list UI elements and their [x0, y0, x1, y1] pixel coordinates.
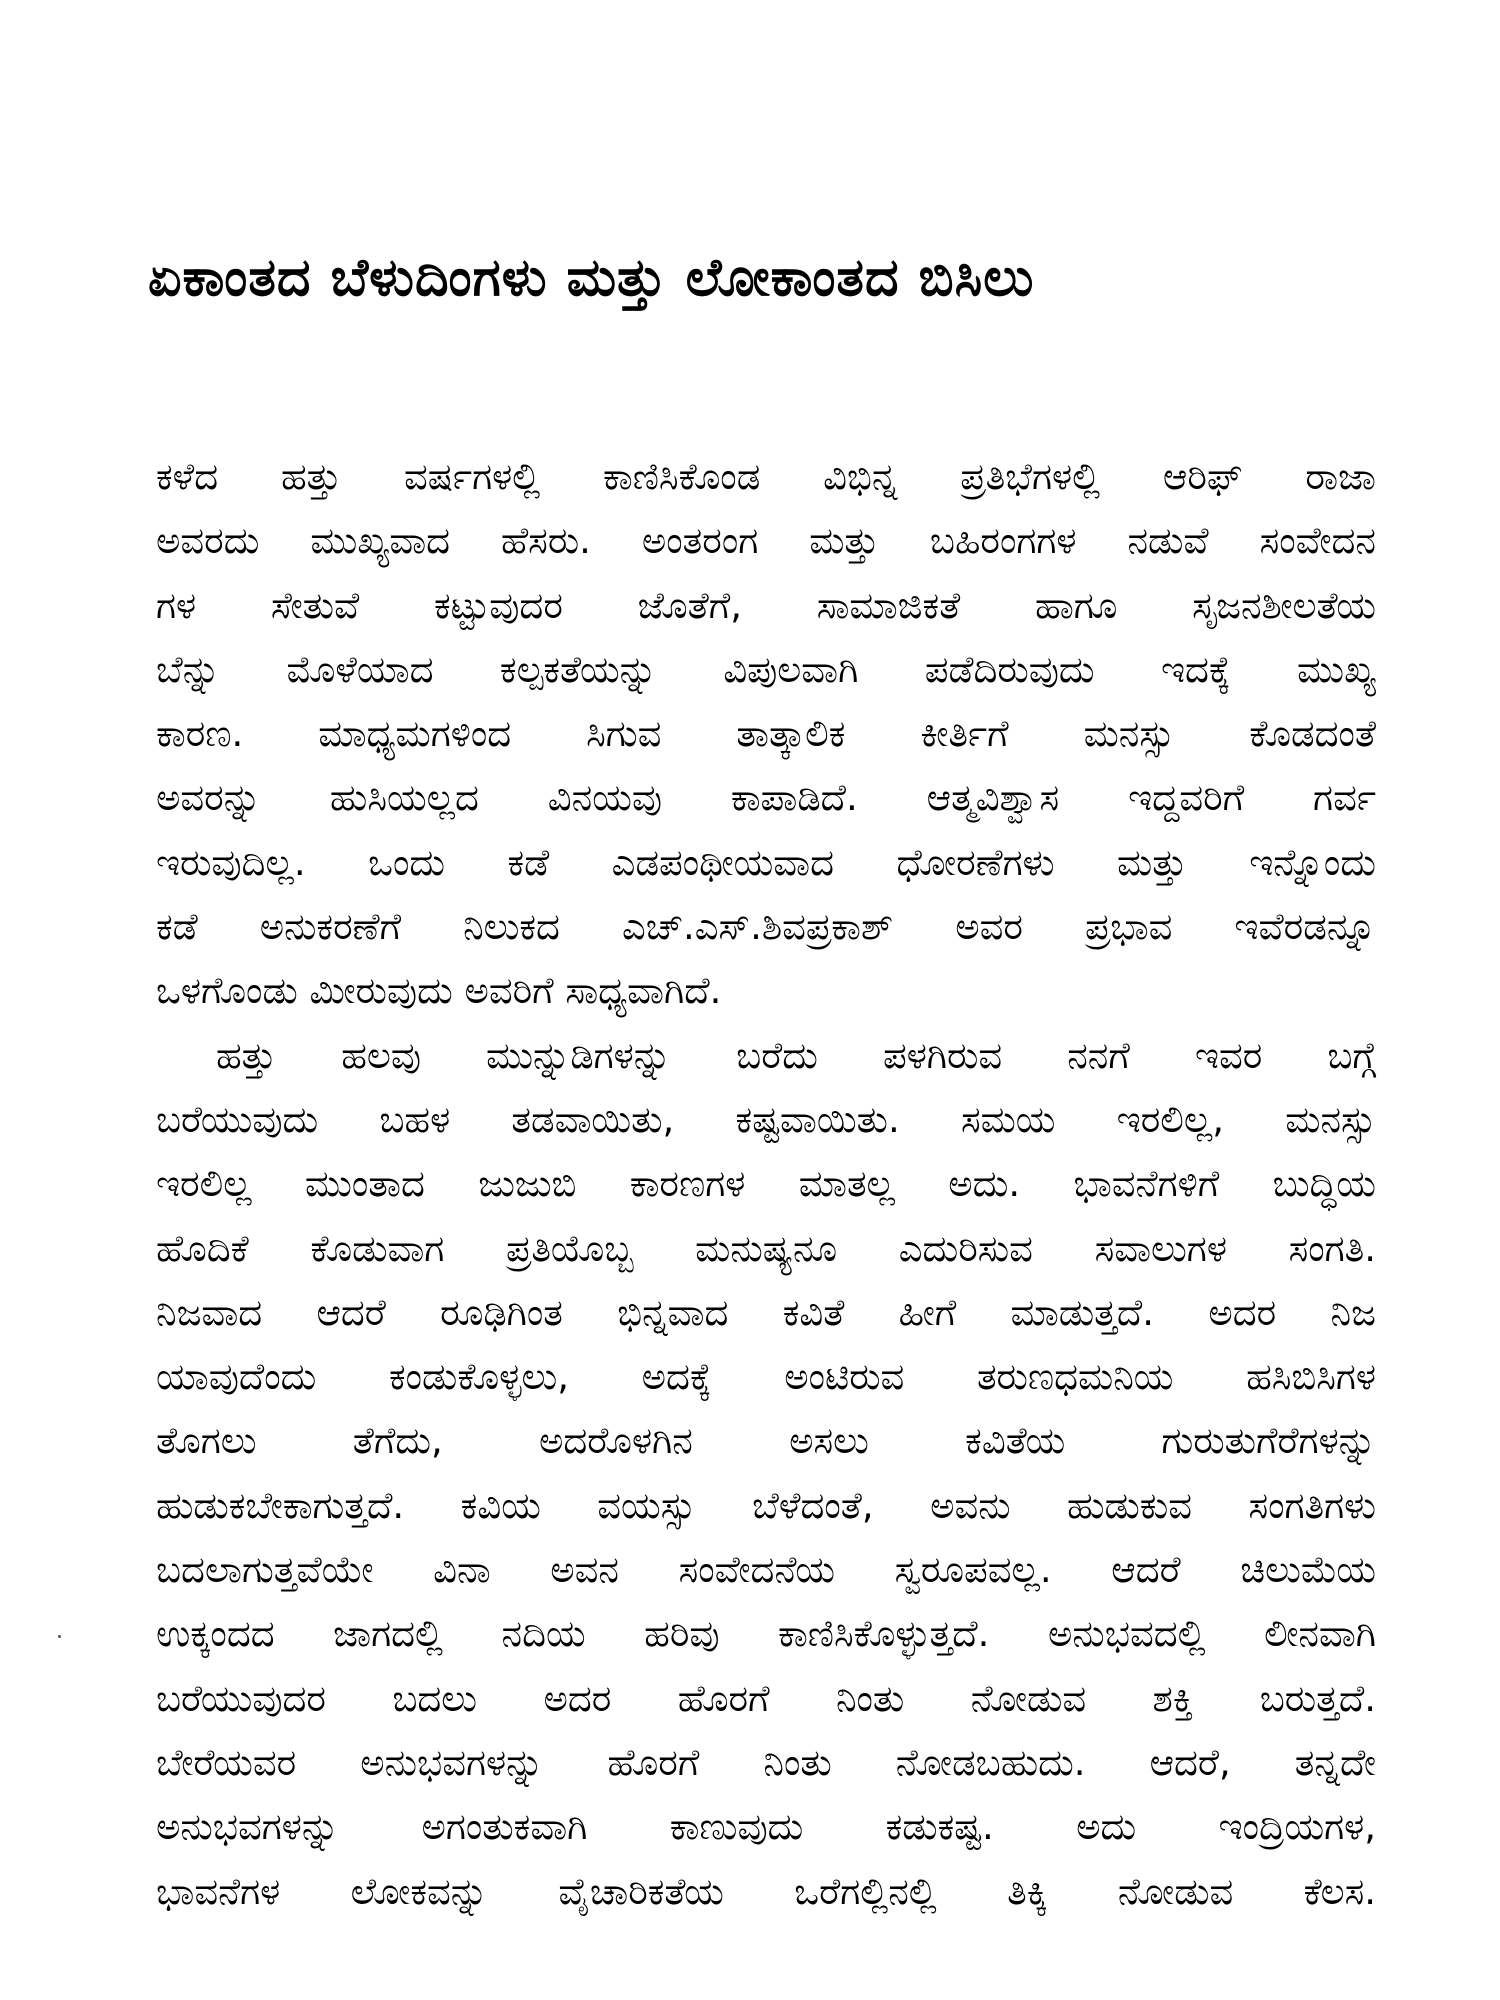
text-line: ಬರೆಯುವುದರ ಬದಲು ಅದರ ಹೊರಗೆ ನಿಂತು ನೋಡುವ ಶಕ್ತಿ ಬರುತ್ತದೆ. — [156, 1676, 1376, 1720]
text-line: ಅನುಭವಗಳನ್ನು ಅಗಂತುಕವಾಗಿ ಕಾಣುವುದು ಕಡುಕಷ್ಟ. ಅದು ಇಂದ್ರಿಯಗಳ, — [156, 1805, 1376, 1849]
text-line: ಹತ್ತು ಹಲವು ಮುನ್ನುಡಿಗಳನ್ನು ಬರೆದು ಪಳಗಿರುವ ನನಗೆ ಇವರ ಬಗ್ಗೆ — [216, 1033, 1376, 1077]
text-line: ತೊಗಲು ತೆಗೆದು, ಅದರೊಳಗಿನ ಅಸಲು ಕವಿತೆಯ ಗುರುತುಗೆರೆಗಳನ್ನು — [156, 1419, 1376, 1463]
text-line: ಯಾವುದೆಂದು ಕಂಡುಕೊಳ್ಳಲು, ಅದಕ್ಕೆ ಅಂಟಿರುವ ತರುಣಧಮನಿಯ ಹಸಿಬಿಸಿಗಳ — [156, 1355, 1376, 1399]
text-line: ಕಳೆದ ಹತ್ತು ವರ್ಷಗಳಲ್ಲಿ ಕಾಣಿಸಿಕೊಂಡ ವಿಭಿನ್ನ ಪ್ರತಿಭೆಗಳಲ್ಲಿ ಆರಿಫ್ ರಾಜಾ — [156, 455, 1376, 498]
paragraph — [156, 445, 1376, 1024]
text-line: ಅವರನ್ನು ಹುಸಿಯಲ್ಲದ ವಿನಯವು ಕಾಪಾಡಿದೆ. ಆತ್ಮವಿಶ್ವಾಸ ಇದ್ದವರಿಗೆ ಗರ್ವ — [156, 776, 1376, 820]
text-line: ಒಳಗೊಂಡು ಮೀರುವುದು ಅವರಿಗೆ ಸಾಧ್ಯವಾಗಿದೆ. — [156, 969, 722, 1013]
scan-speck — [58, 1635, 61, 1638]
text-line: ಗಳ ಸೇತುವೆ ಕಟ್ಟುವುದರ ಜೊತೆಗೆ, ಸಾಮಾಜಿಕತೆ ಹಾಗೂ ಸೃಜನಶೀಲತೆಯ — [156, 583, 1376, 627]
text-line: ಕಡೆ ಅನುಕರಣೆಗೆ ನಿಲುಕದ ಎಚ್.ಎಸ್.ಶಿವಪ್ರಕಾಶ್ ಅವರ ಪ್ರಭಾವ ಇವೆರಡನ್ನೂ — [156, 905, 1376, 949]
text-line: ಭಾವನೆಗಳ ಲೋಕವನ್ನು ವೈಚಾರಿಕತೆಯ ಒರೆಗಲ್ಲಿನಲ್ಲಿ ತಿಕ್ಕಿ ನೋಡುವ ಕೆಲಸ. — [156, 1869, 1376, 1913]
text-line: ಕಾರಣ. ಮಾಧ್ಯಮಗಳಿಂದ ಸಿಗುವ ತಾತ್ಕಾಲಿಕ ಕೀರ್ತಿಗೆ ಮನಸ್ಸು ಕೊಡದಂತೆ — [156, 712, 1376, 756]
chapter-title: ಏಕಾಂತದ ಬೆಳುದಿಂಗಳು ಮತ್ತು ಲೋಕಾಂತದ ಬಿಸಿಲು — [148, 248, 1035, 308]
text-line: ಬೇರೆಯವರ ಅನುಭವಗಳನ್ನು ಹೊರಗೆ ನಿಂತು ನೋಡಬಹುದು. ಆದರೆ, ತನ್ನದೇ — [156, 1740, 1376, 1784]
text-line: ನಿಜವಾದ ಆದರೆ ರೂಢಿಗಿಂತ ಭಿನ್ನವಾದ ಕವಿತೆ ಹೀಗೆ ಮಾಡುತ್ತದೆ. ಅದರ ನಿಜ — [156, 1290, 1376, 1334]
text-line: ಇರಲಿಲ್ಲ ಮುಂತಾದ ಜುಜುಬಿ ಕಾರಣಗಳ ಮಾತಲ್ಲ ಅದು. ಭಾವನೆಗಳಿಗೆ ಬುದ್ಧಿಯ — [156, 1162, 1376, 1206]
text-line: ಇರುವುದಿಲ್ಲ. ಒಂದು ಕಡೆ ಎಡಪಂಥೀಯವಾದ ಧೋರಣೆಗಳು ಮತ್ತು ಇನ್ನೊಂದು — [156, 840, 1376, 884]
paragraph — [156, 1024, 1376, 1924]
text-line: ಉಕ್ಕಂದದ ಜಾಗದಲ್ಲಿ ನದಿಯ ಹರಿವು ಕಾಣಿಸಿಕೊಳ್ಳುತ್ತದೆ. ಅನುಭವದಲ್ಲಿ ಲೀನವಾಗಿ — [156, 1612, 1376, 1656]
text-line: ಬೆನ್ನು ಮೊಳೆಯಾದ ಕಲ್ಪಕತೆಯನ್ನು ವಿಪುಲವಾಗಿ ಪಡೆದಿರುವುದು ಇದಕ್ಕೆ ಮುಖ್ಯ — [156, 647, 1376, 691]
text-line: ಹೊದಿಕೆ ಕೊಡುವಾಗ ಪ್ರತಿಯೊಬ್ಬ ಮನುಷ್ಯನೂ ಎದುರಿಸುವ ಸವಾಲುಗಳ ಸಂಗತಿ. — [156, 1226, 1376, 1270]
text-line: ಅವರದು ಮುಖ್ಯವಾದ ಹೆಸರು. ಅಂತರಂಗ ಮತ್ತು ಬಹಿರಂಗಗಳ ನಡುವೆ ಸಂವೇದನ — [156, 519, 1376, 563]
body-text — [156, 445, 1376, 1924]
text-line: ಬರೆಯುವುದು ಬಹಳ ತಡವಾಯಿತು, ಕಷ್ಟವಾಯಿತು. ಸಮಯ ಇರಲಿಲ್ಲ, ಮನಸ್ಸು — [156, 1097, 1376, 1141]
text-line: ಬದಲಾಗುತ್ತವೆಯೇ ವಿನಾ ಅವನ ಸಂವೇದನೆಯ ಸ್ವರೂಪವಲ್ಲ. ಆದರೆ ಚಿಲುಮೆಯ — [156, 1548, 1376, 1592]
text-line: ಹುಡುಕಬೇಕಾಗುತ್ತದೆ. ಕವಿಯ ವಯಸ್ಸು ಬೆಳೆದಂತೆ, ಅವನು ಹುಡುಕುವ ಸಂಗತಿಗಳು — [156, 1483, 1376, 1527]
